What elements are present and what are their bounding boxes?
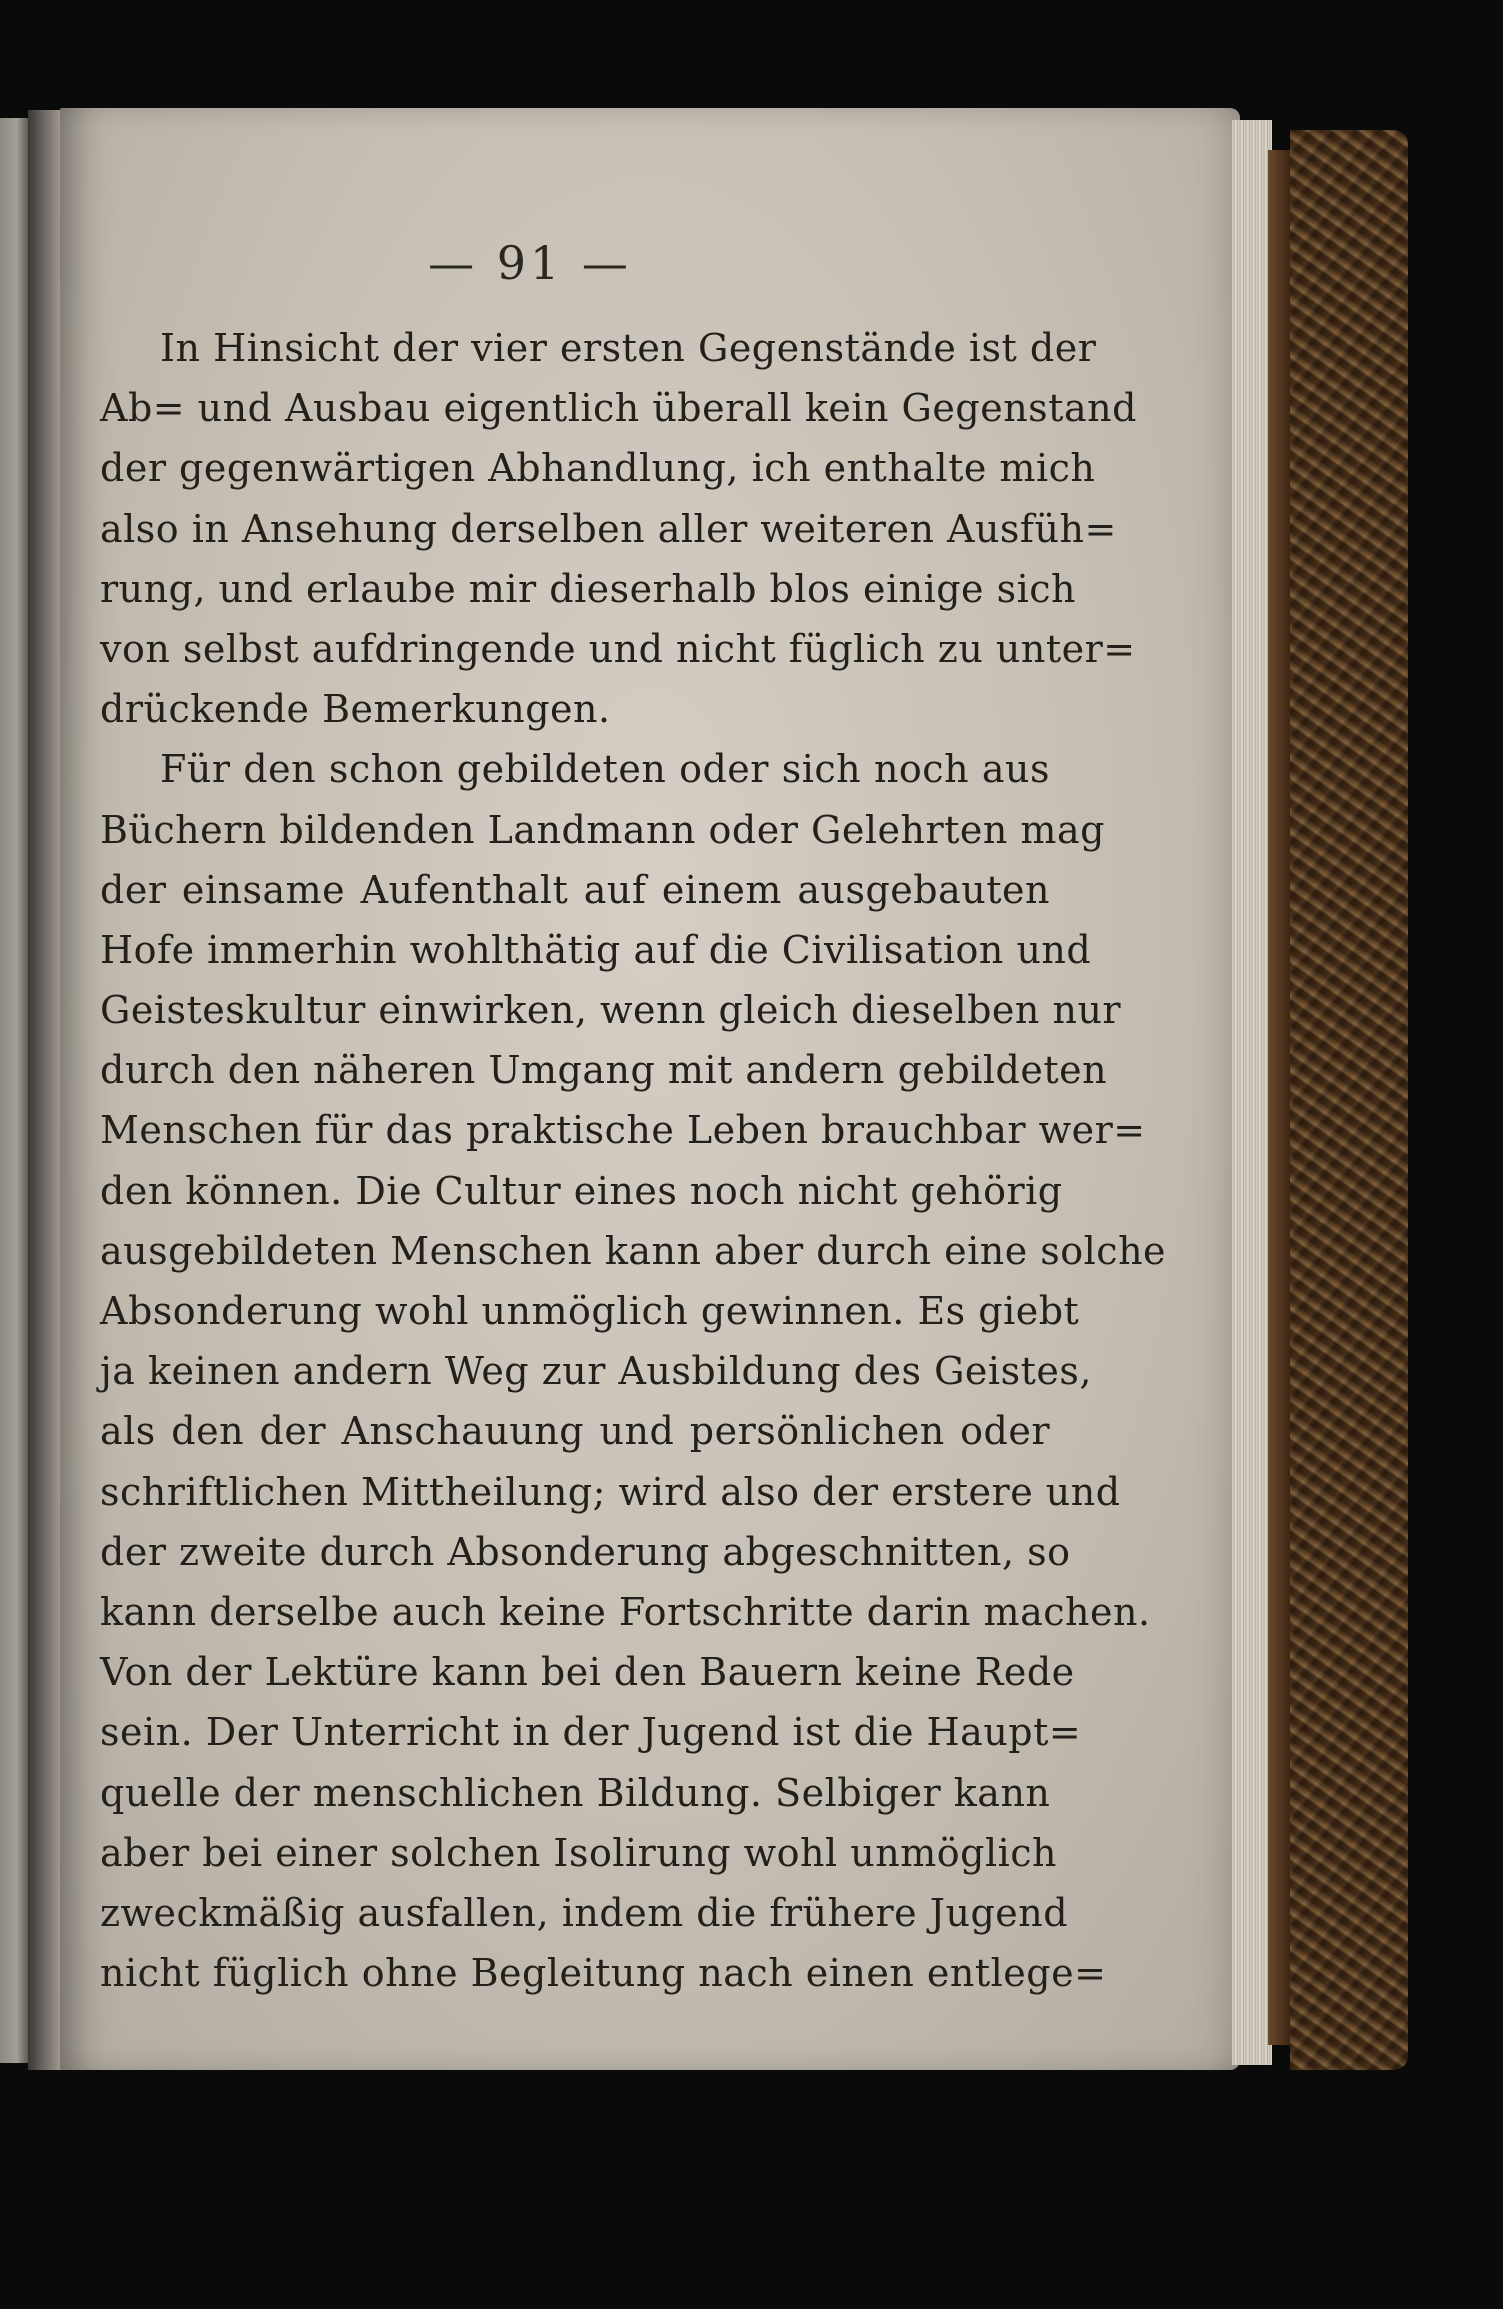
text-line: Absonderung wohl unmöglich gewinnen. Es giebt	[100, 1289, 1080, 1333]
text-line: zweckmäßig ausfallen, indem die frühere Jugend	[100, 1890, 1069, 1935]
body-text	[100, 318, 1167, 2003]
text-line: durch den näheren Umgang mit andern gebildeten	[100, 1048, 1108, 1093]
text-line: Geisteskultur einwirken, wenn gleich dieselben nur	[100, 988, 1122, 1033]
text-line: den können. Die Cultur eines noch nicht gehörig	[100, 1168, 1063, 1213]
text-line: also in Ansehung derselben aller weiteren Ausfüh=	[100, 506, 1117, 551]
marbled-cover	[1290, 130, 1408, 2070]
text-line: der gegenwärtigen Abhandlung, ich enthalte mich	[100, 446, 1096, 491]
text-line: nicht füglich ohne Begleitung nach einen entlege=	[100, 1951, 1107, 1996]
previous-page-edge	[0, 118, 28, 2063]
text-line: kann derselbe auch keine Fortschritte darin machen.	[100, 1589, 1151, 1634]
text-line: quelle der menschlichen Bildung. Selbiger kann	[100, 1770, 1051, 1815]
cover-spine-edge	[1268, 150, 1290, 2045]
text-line: schriftlichen Mittheilung; wird also der erstere und	[100, 1469, 1121, 1514]
text-line: aber bei einer solchen Isolirung wohl unmöglich	[100, 1830, 1058, 1875]
text-line: ausgebildeten Menschen kann aber durch eine solche	[100, 1228, 1167, 1273]
text-line: Für den schon gebildeten oder sich noch aus	[160, 747, 1050, 792]
text-line: als den der Anschauung und persönlichen oder	[100, 1409, 1050, 1454]
text-line: rung, und erlaube mir dieserhalb blos einige sich	[100, 566, 1077, 611]
text-line: ja keinen andern Weg zur Ausbildung des Geistes,	[100, 1349, 1092, 1394]
text-line: Büchern bildenden Landmann oder Gelehrten mag	[100, 807, 1105, 852]
text-line: Ab= und Ausbau eigentlich überall kein Gegenstand	[100, 386, 1137, 431]
page-number-header: — 91 —	[428, 236, 632, 290]
text-line: drückende Bemerkungen.	[100, 687, 611, 732]
text-line: der zweite durch Absonderung abgeschnitten, so	[100, 1529, 1071, 1574]
text-line: von selbst aufdringende und nicht füglich zu unter=	[100, 626, 1136, 671]
text-line: Menschen für das praktische Leben brauchbar wer=	[100, 1108, 1146, 1153]
page-stack-edge	[1232, 120, 1272, 2065]
text-line: sein. Der Unterricht in der Jugend ist die Haupt=	[100, 1710, 1082, 1755]
text-line: der einsame Aufenthalt auf einem ausgebauten	[100, 867, 1050, 912]
text-line: Von der Lektüre kann bei den Bauern keine Rede	[100, 1650, 1075, 1695]
text-line: Hofe immerhin wohlthätig auf die Civilisation und	[100, 927, 1092, 972]
text-line: In Hinsicht der vier ersten Gegenstände ist der	[160, 326, 1097, 370]
